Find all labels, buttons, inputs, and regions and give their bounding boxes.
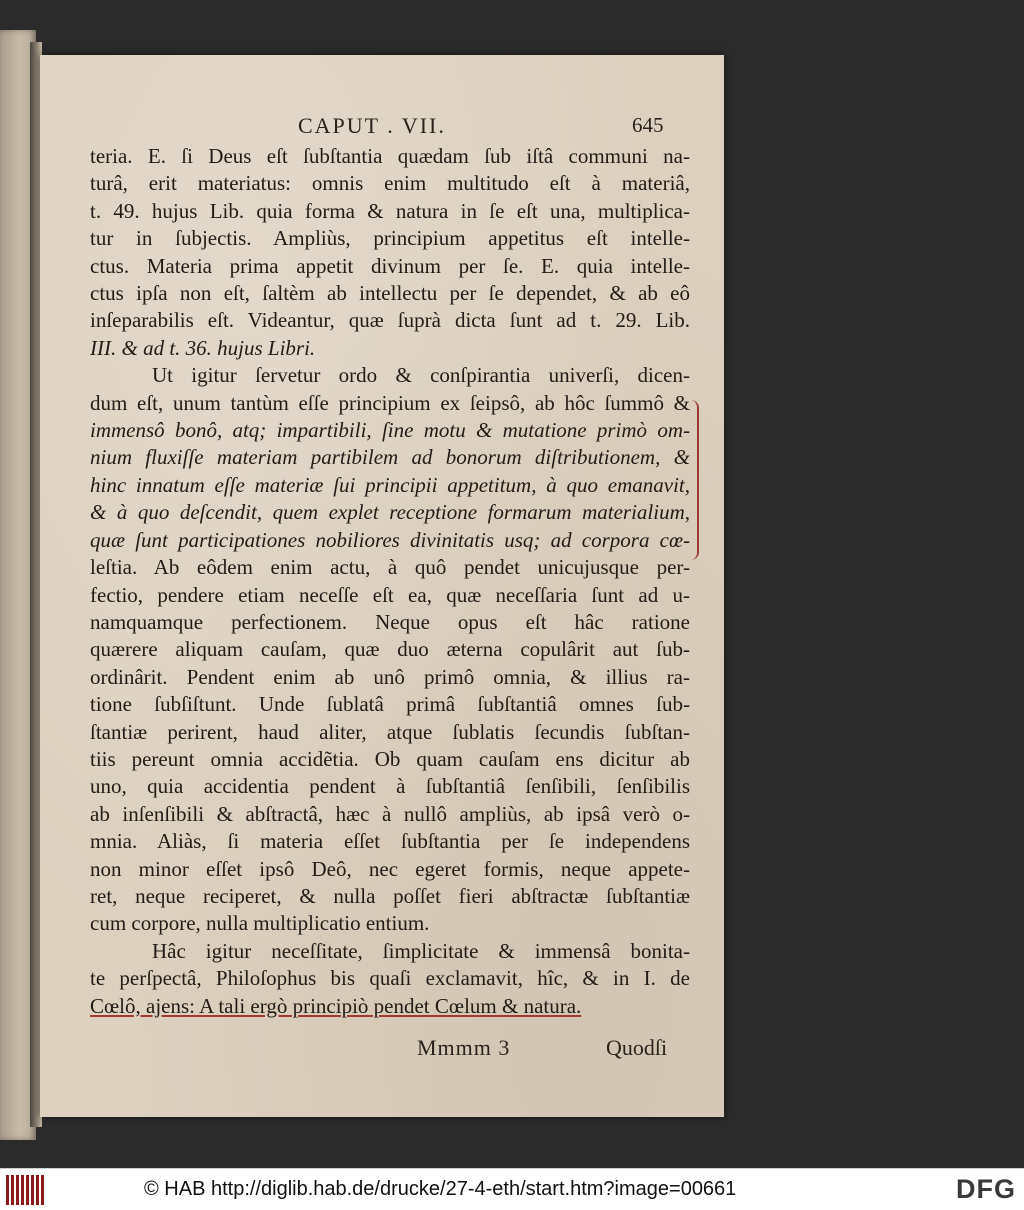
copyright-url-text: © HAB http://diglib.hab.de/drucke/27-4-eth/start.htm?image=00661 <box>144 1178 737 1200</box>
dfg-logo: DFG <box>956 1174 1016 1204</box>
text-line: Cœlô, ajens: A tali ergò principiò pendet Cœlum & natura. <box>90 993 582 1018</box>
signature-mark: Mmmm 3 <box>417 1035 511 1060</box>
text-line: III. & ad t. 36. hujus Libri. <box>90 335 316 360</box>
text-line: ctus. Materia prima appetit divinum per ſe. E. quia intelle- <box>90 253 690 278</box>
text-line: Ut igitur ſervetur ordo & conſpirantia univerſi, dicen- <box>152 363 690 388</box>
text-line: ordinârit. Pendent enim ab unô primô omnia, & illius ra- <box>90 664 690 689</box>
text-line: fectio, pendere etiam neceſſe eſt ea, quæ neceſſaria ſunt ad u- <box>90 582 690 607</box>
text-line: Hâc igitur neceſſitate, ſimplicitate & immensâ bonita- <box>152 938 690 963</box>
text-line: hinc innatum eſſe materiæ ſui principii appetitum, à quo emanavit, <box>90 472 690 497</box>
text-line: nium fluxiſſe materiam partibilem ad bonorum diſtributionem, & <box>90 445 690 470</box>
text-line: leſtia. Ab eôdem enim actu, à quô pendet unicujusque per- <box>90 555 690 580</box>
text-line: namquamque perfectionem. Neque opus eſt hâc ratione <box>90 609 690 634</box>
hab-logo-icon <box>6 1175 46 1205</box>
catchword: Quodſi <box>606 1035 668 1060</box>
footer-bar <box>0 1168 1024 1210</box>
text-line: te perſpectâ, Philoſophus bis quaſi exclamavit, hîc, & in I. de <box>90 966 690 991</box>
text-line: uno, quia accidentia pendent à ſubſtantiâ ſenſibili, ſenſibilis <box>90 774 690 799</box>
book-page <box>40 55 724 1117</box>
margin-bracket-mark <box>685 400 699 560</box>
text-line: tione ſubſiſtunt. Unde ſublatâ primâ ſubſtantiâ omnes ſub- <box>90 692 690 717</box>
text-line: cum corpore, nulla multiplicatio entium. <box>90 911 430 936</box>
text-line: immensô bonô, atq; impartibili, ſine motu & mutatione primò om- <box>90 418 690 443</box>
text-line: ctus ipſa non eſt, ſaltèm ab intellectu per ſe dependet, & ab eô <box>90 281 690 306</box>
text-line: inſeparabilis eſt. Videantur, quæ ſuprà dicta ſunt ad t. 29. Lib. <box>90 308 690 333</box>
text-line: tur in ſubjectis. Ampliùs, principium appetitus eſt intelle- <box>90 226 690 251</box>
text-block <box>90 143 690 1020</box>
running-head: CAPUT . VII. <box>298 113 446 138</box>
text-line: tiis pereunt omnia accidẽtia. Ob quam cauſam ens dicitur ab <box>90 746 690 771</box>
text-line: t. 49. hujus Lib. quia forma & natura in ſe eſt una, multiplica- <box>90 198 690 223</box>
text-line: dum eſt, unum tantùm eſſe principium ex ſeipsô, ab hôc ſummô & <box>90 390 690 415</box>
text-line: ſtantiæ perirent, haud aliter, atque ſublatis ſecundis ſubſtan- <box>90 719 690 744</box>
text-line: ret, neque reciperet, & nulla poſſet fieri abſtractæ ſubſtantiæ <box>90 883 690 908</box>
text-line: ab inſenſibili & abſtractâ, hæc à nullô ampliùs, ab ipsâ verò o- <box>90 801 690 826</box>
text-line: non minor eſſet ipsô Deô, nec egeret formis, neque appete- <box>90 856 690 881</box>
text-line: teria. E. ſi Deus eſt ſubſtantia quædam ſub iſtâ communi na- <box>90 144 690 168</box>
text-line: & à quo deſcendit, quem explet receptione formarum materialium, <box>90 500 690 525</box>
page-number: 645 <box>632 113 664 137</box>
text-line: turâ, erit materiatus: omnis enim multitudo eſt à materiâ, <box>90 171 690 196</box>
text-line: quæ ſunt participationes nobiliores divinitatis usq; ad corpora cœ- <box>90 527 690 552</box>
text-line: quærere aliquam cauſam, quæ duo æterna copulârit aut ſub- <box>90 637 690 662</box>
text-line: mnia. Aliàs, ſi materia eſſet ſubſtantia per ſe independens <box>90 829 690 854</box>
